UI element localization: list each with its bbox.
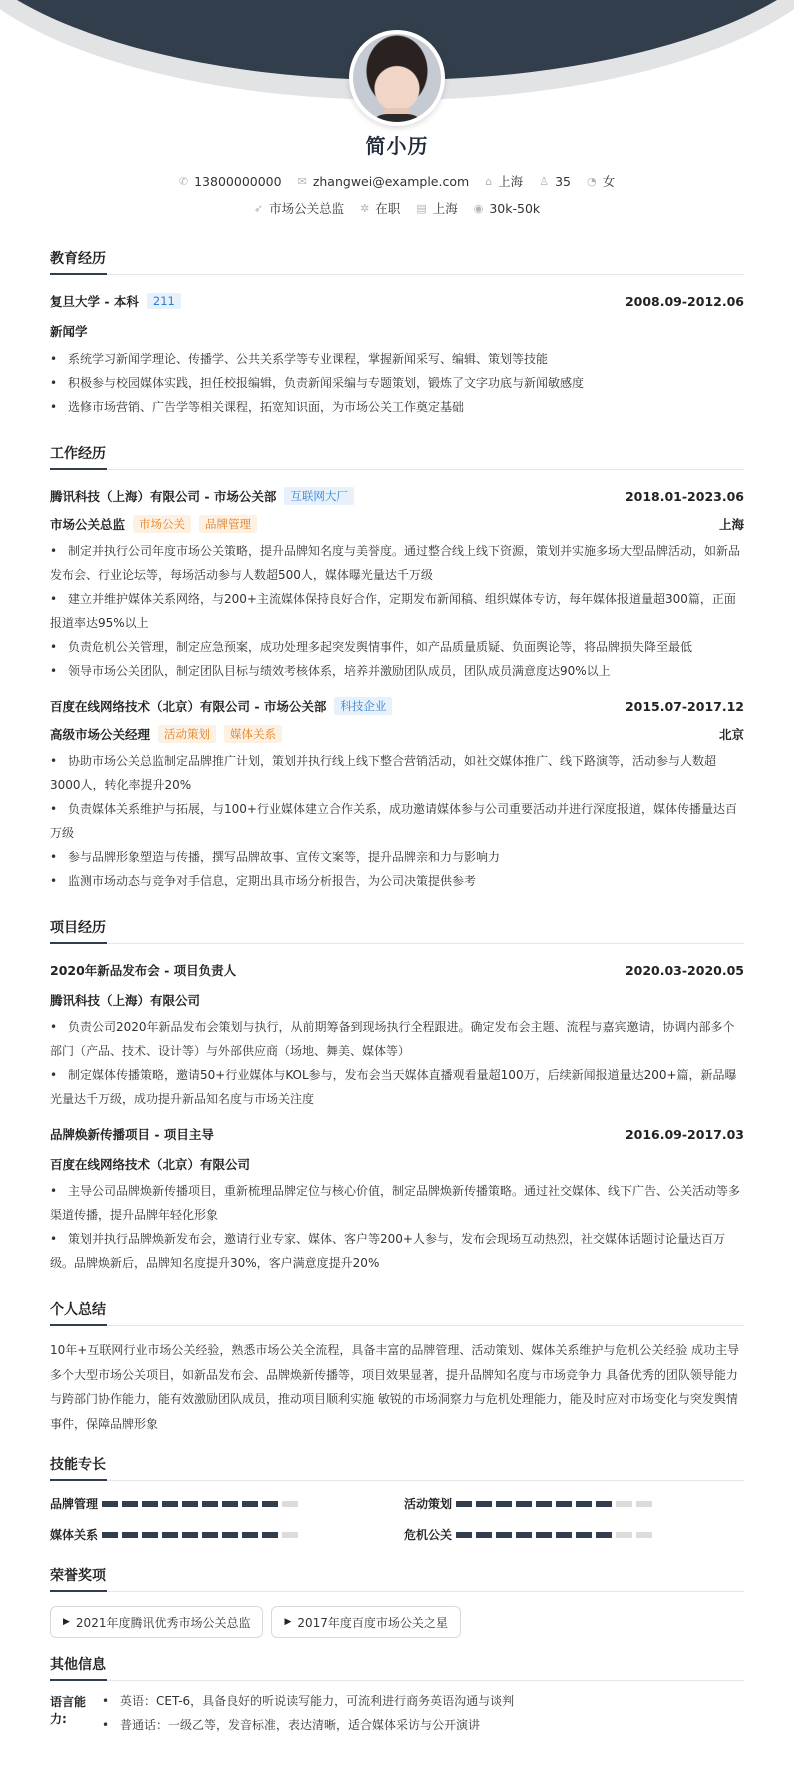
- skill-segment: [636, 1532, 652, 1538]
- list-item: • 策划并执行品牌焕新发布会，邀请行业专家、媒体、客户等200+人参与，发布会现场互动热烈，社交媒体话题讨论量达百万级。品牌焕新后，品牌知名度提升30%，客户满意度提升20%: [50, 1232, 725, 1270]
- target-city-text: 上海: [432, 201, 458, 216]
- skill-segment: [122, 1532, 138, 1538]
- section-title: 项目经历: [50, 917, 744, 944]
- status-icon: ✲: [360, 201, 370, 215]
- language-row: [50, 1693, 744, 1737]
- skill-segment: [242, 1532, 258, 1538]
- contact-email: [298, 174, 470, 189]
- job-position: 市场公关总监: [50, 517, 126, 532]
- skill-segment: [262, 1532, 278, 1538]
- contact-row-2: [0, 199, 794, 217]
- skill-segment: [102, 1501, 118, 1507]
- section-title: 荣誉奖项: [50, 1565, 744, 1592]
- project-name: 品牌焕新传播项目 - 项目主导: [50, 1127, 214, 1142]
- skill-segment: [142, 1501, 158, 1507]
- awards-section: [50, 1565, 744, 1638]
- age-text: 35: [555, 173, 571, 189]
- skill-item: 媒体关系: [50, 1526, 404, 1543]
- skill-level-bar: [102, 1501, 302, 1507]
- salary-text: 30k-50k: [489, 200, 541, 216]
- company-tag: 互联网大厂: [284, 487, 354, 505]
- skill-segment: [142, 1532, 158, 1538]
- skill-segment: [476, 1501, 492, 1507]
- contact-age: [539, 174, 571, 189]
- job-date: 2015.07-2017.12: [624, 698, 744, 714]
- list-item: • 主导公司品牌焕新传播项目，重新梳理品牌定位与核心价值，制定品牌焕新传播策略。通过社交媒体、线下广告、公关活动等多渠道传播，提升品牌年轻化形象: [50, 1184, 741, 1222]
- skill-segment: [182, 1532, 198, 1538]
- skill-level-bar: [456, 1501, 656, 1507]
- mail-icon: ✉: [297, 174, 307, 188]
- skill-segment: [596, 1501, 612, 1507]
- skill-level-bar: [102, 1532, 302, 1538]
- skill-segment: [516, 1532, 532, 1538]
- avatar: [349, 30, 445, 126]
- skill-segment: [476, 1532, 492, 1538]
- skill-segment: [102, 1532, 118, 1538]
- list-item: • 负责公司2020年新品发布会策划与执行，从前期筹备到现场执行全程跟进。确定发布会主题、流程与嘉宾邀请，协调内部多个部门（产品、技术、设计等）与外部供应商（场地、舞美、媒体等）: [50, 1020, 735, 1058]
- job-location: 上海: [718, 517, 744, 532]
- contact-row-1: [0, 172, 794, 190]
- send-icon: ➶: [253, 201, 264, 215]
- job-entry: [50, 697, 744, 893]
- summary-text: 10年+互联网行业市场公关经验，熟悉市场公关全流程，具备丰富的品牌管理、活动策划、媒体关系维护与危机公关经验 成功主导多个大型市场公关项目，如新品发布会、品牌焕新传播等，项目效果显著，提升品牌知名度与市场竞争力 具备优秀的团队领导能力与跨部门协作能力，能有效激励团队成员，推动项目顺利实施 敏锐的市场洞察力与危机处理能力，能及时应对市场变化与突发舆情事件，保障品牌形象: [50, 1343, 740, 1431]
- project-entry: [50, 961, 744, 1111]
- position-tag: 媒体关系: [224, 725, 282, 743]
- job-entry: [50, 487, 744, 683]
- project-date: 2020.03-2020.05: [624, 962, 744, 978]
- avatar-photo: [353, 34, 441, 122]
- skill-segment: [636, 1501, 652, 1507]
- section-title: 工作经历: [50, 443, 744, 470]
- skill-segment: [262, 1501, 278, 1507]
- skill-segment: [222, 1501, 238, 1507]
- skill-segment: [556, 1501, 572, 1507]
- education-date: 2008.09-2012.06: [624, 293, 744, 309]
- contact-city: [485, 172, 523, 190]
- city-text: 上海: [498, 174, 524, 189]
- list-item: • 参与品牌形象塑造与传播，撰写品牌故事、宣传文案等，提升品牌亲和力与影响力: [50, 850, 501, 864]
- job-status: [360, 199, 400, 217]
- skill-segment: [162, 1501, 178, 1507]
- skill-segment: [222, 1532, 238, 1538]
- skill-segment: [122, 1501, 138, 1507]
- job-bullets: [50, 749, 744, 893]
- target-position: [254, 199, 344, 217]
- skill-segment: [496, 1501, 512, 1507]
- work-section: [50, 443, 744, 893]
- skill-segment: [456, 1532, 472, 1538]
- skill-segment: [282, 1532, 298, 1538]
- project-bullets: [50, 1015, 744, 1111]
- projects-section: [50, 917, 744, 1275]
- project-date: 2016.09-2017.03: [624, 1126, 744, 1142]
- gender-icon: ◔: [586, 174, 597, 188]
- school-name: 复旦大学 - 本科: [50, 294, 139, 309]
- skill-item: 活动策划: [404, 1495, 744, 1512]
- skills-grid: [50, 1495, 744, 1543]
- skill-segment: [556, 1532, 572, 1538]
- position-tag: 市场公关: [133, 515, 191, 533]
- phone-text: 13800000000: [194, 173, 282, 189]
- school-tag: 211: [147, 293, 181, 309]
- skills-section: [50, 1454, 744, 1543]
- salary-icon: ◉: [473, 201, 484, 215]
- company-tag: 科技企业: [334, 697, 392, 715]
- project-company: 百度在线网络技术（北京）有限公司: [50, 1157, 251, 1172]
- skill-segment: [242, 1501, 258, 1507]
- award-item: ▶ 2021年度腾讯优秀市场公关总监: [50, 1606, 263, 1638]
- phone-icon: ✆: [178, 174, 189, 188]
- section-title: 个人总结: [50, 1299, 744, 1326]
- skill-segment: [456, 1501, 472, 1507]
- list-item: • 积极参与校园媒体实践，担任校报编辑，负责新闻采编与专题策划，锻炼了文字功底与新闻敏感度: [50, 376, 585, 390]
- list-item: • 监测市场动态与竞争对手信息，定期出具市场分析报告，为公司决策提供参考: [50, 874, 477, 888]
- skill-segment: [282, 1501, 298, 1507]
- age-icon: ♙: [539, 174, 550, 188]
- skill-segment: [536, 1501, 552, 1507]
- language-label: 语言能力:: [50, 1695, 87, 1726]
- awards-list: [50, 1606, 744, 1638]
- skill-segment: [202, 1532, 218, 1538]
- list-item: • 负责媒体关系维护与拓展，与100+行业媒体建立合作关系，成功邀请媒体参与公司重要活动并进行深度报道，媒体传播量达百万级: [50, 802, 737, 840]
- skill-segment: [576, 1532, 592, 1538]
- gender-text: 女: [602, 174, 616, 189]
- other-section: [50, 1654, 744, 1737]
- skill-segment: [202, 1501, 218, 1507]
- list-item: • 领导市场公关团队，制定团队目标与绩效考核体系，培养并激励团队成员，团队成员满意度达90%以上: [50, 664, 611, 678]
- list-item: • 协助市场公关总监制定品牌推广计划，策划并执行线上线下整合营销活动，如社交媒体推广、线下路演等，活动参与人数超3000人，转化率提升20%: [50, 754, 717, 792]
- list-item: • 建立并维护媒体关系网络，与200+主流媒体保持良好合作，定期发布新闻稿、组织媒体专访，每年媒体报道量超300篇，正面报道率达95%以上: [50, 592, 736, 630]
- job-location: 北京: [718, 727, 744, 742]
- position-tag: 活动策划: [158, 725, 216, 743]
- skill-item: 危机公关: [404, 1526, 744, 1543]
- triangle-right-icon: ▶: [63, 1617, 70, 1627]
- target-city: [416, 199, 457, 217]
- project-entry: [50, 1125, 744, 1275]
- skill-item: 品牌管理: [50, 1495, 404, 1512]
- education-header: [50, 292, 744, 310]
- project-name: 2020年新品发布会 - 项目负责人: [50, 963, 237, 978]
- skill-segment: [616, 1501, 632, 1507]
- expected-salary: [474, 201, 540, 216]
- section-title: 其他信息: [50, 1654, 744, 1681]
- award-item: ▶ 2017年度百度市场公关之星: [271, 1606, 460, 1638]
- candidate-name: 简小历: [365, 134, 429, 158]
- project-company: 腾讯科技（上海）有限公司: [50, 993, 201, 1008]
- language-list: [102, 1689, 514, 1737]
- education-bullets: [50, 347, 744, 419]
- company-name: 百度在线网络技术（北京）有限公司 - 市场公关部: [50, 699, 327, 714]
- list-item: • 负责危机公关管理，制定应急预案，成功处理多起突发舆情事件，如产品质量质疑、负面舆论等，将品牌损失降至最低: [50, 640, 693, 654]
- education-section: [50, 248, 744, 419]
- section-title: 技能专长: [50, 1454, 744, 1481]
- resume-content: [50, 248, 744, 1737]
- list-item: • 制定并执行公司年度市场公关策略，提升品牌知名度与美誉度。通过整合线上线下资源，策划并实施多场大型品牌活动，如新品发布会、行业论坛等，每场活动参与人数超500人，媒体曝光量达千万级: [50, 544, 741, 582]
- section-title: 教育经历: [50, 248, 744, 275]
- company-name: 腾讯科技（上海）有限公司 - 市场公关部: [50, 489, 277, 504]
- job-position: 高级市场公关经理: [50, 727, 151, 742]
- skill-level-bar: [456, 1532, 656, 1538]
- skill-segment: [162, 1532, 178, 1538]
- list-item: • 选修市场营销、广告学等相关课程，拓宽知识面，为市场公关工作奠定基础: [50, 400, 465, 414]
- building-icon: ▤: [416, 201, 427, 215]
- contact-phone: [179, 174, 282, 189]
- major: 新闻学: [50, 324, 88, 339]
- project-bullets: [50, 1179, 744, 1275]
- contact-gender: [587, 172, 615, 190]
- home-icon: ⌂: [485, 174, 493, 188]
- job-bullets: [50, 539, 744, 683]
- skill-segment: [182, 1501, 198, 1507]
- list-item: • 制定媒体传播策略，邀请50+行业媒体与KOL参与，发布会当天媒体直播观看量超100万，后续新闻报道量达200+篇，新品曝光量达千万级，成功提升新品知名度与市场关注度: [50, 1068, 737, 1106]
- triangle-right-icon: ▶: [284, 1617, 292, 1627]
- skill-segment: [496, 1532, 512, 1538]
- list-item: • 系统学习新闻学理论、传播学、公共关系学等专业课程，掌握新闻采写、编辑、策划等技能: [50, 352, 549, 366]
- target-position-text: 市场公关总监: [269, 201, 345, 216]
- skill-segment: [516, 1501, 532, 1507]
- skill-segment: [536, 1532, 552, 1538]
- job-date: 2018.01-2023.06: [624, 488, 744, 504]
- list-item: • 普通话：一级乙等，发音标准，表达清晰，适合媒体采访与公开演讲: [102, 1718, 481, 1732]
- job-status-text: 在职: [375, 201, 401, 216]
- summary-section: [50, 1299, 744, 1436]
- email-text: zhangwei@example.com: [312, 173, 470, 189]
- skill-segment: [596, 1532, 612, 1538]
- skill-segment: [576, 1501, 592, 1507]
- position-tag: 品牌管理: [199, 515, 257, 533]
- skill-segment: [616, 1532, 632, 1538]
- list-item: • 英语：CET-6，具备良好的听说读写能力，可流利进行商务英语沟通与谈判: [102, 1694, 515, 1708]
